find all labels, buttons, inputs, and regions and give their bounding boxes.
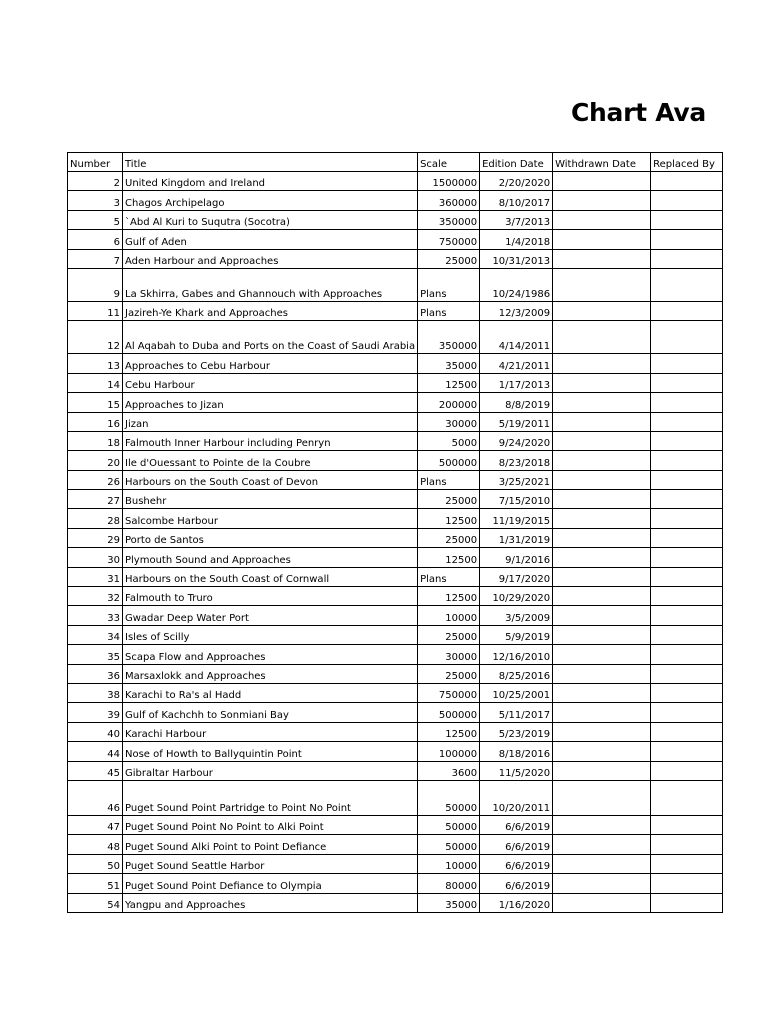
cell-scale: 35000 (418, 893, 480, 912)
table-row (68, 645, 723, 664)
cell-replaced-by (651, 761, 723, 780)
cell-title: Scapa Flow and Approaches (123, 645, 418, 664)
header-title: Title (123, 153, 418, 172)
cell-number: 44 (68, 742, 123, 761)
cell-scale: 12500 (418, 587, 480, 606)
cell-edition-date: 1/31/2019 (480, 528, 553, 547)
cell-title: Puget Sound Alki Point to Point Defiance (123, 835, 418, 854)
cell-replaced-by (651, 210, 723, 229)
cell-withdrawn-date (553, 893, 651, 912)
cell-scale: 10000 (418, 854, 480, 873)
cell-scale: 1500000 (418, 172, 480, 191)
cell-title: Chagos Archipelago (123, 191, 418, 210)
cell-scale: 500000 (418, 703, 480, 722)
cell-title: Karachi to Ra's al Hadd (123, 683, 418, 702)
table-row (68, 172, 723, 191)
cell-title: Harbours on the South Coast of Cornwall (123, 567, 418, 586)
cell-replaced-by (651, 742, 723, 761)
cell-replaced-by (651, 470, 723, 489)
cell-title: Karachi Harbour (123, 722, 418, 741)
cell-number: 34 (68, 625, 123, 644)
cell-number: 15 (68, 393, 123, 412)
cell-number: 12 (68, 321, 123, 354)
table-row (68, 373, 723, 392)
table-row (68, 210, 723, 229)
page-title: Chart Ava (571, 98, 706, 127)
cell-replaced-by (651, 683, 723, 702)
cell-scale: 750000 (418, 230, 480, 249)
cell-replaced-by (651, 625, 723, 644)
cell-number: 45 (68, 761, 123, 780)
cell-scale: 3600 (418, 761, 480, 780)
cell-title: Nose of Howth to Ballyquintin Point (123, 742, 418, 761)
cell-withdrawn-date (553, 509, 651, 528)
cell-withdrawn-date (553, 431, 651, 450)
cell-title: Approaches to Cebu Harbour (123, 354, 418, 373)
cell-replaced-by (651, 268, 723, 301)
cell-edition-date: 8/10/2017 (480, 191, 553, 210)
cell-number: 40 (68, 722, 123, 741)
cell-number: 51 (68, 874, 123, 893)
header-replaced-by: Replaced By (651, 153, 723, 172)
cell-title: Gibraltar Harbour (123, 761, 418, 780)
header-edition-date: Edition Date (480, 153, 553, 172)
cell-edition-date: 3/7/2013 (480, 210, 553, 229)
table-row (68, 301, 723, 320)
cell-scale: 360000 (418, 191, 480, 210)
cell-edition-date: 2/20/2020 (480, 172, 553, 191)
table-row (68, 854, 723, 873)
cell-number: 14 (68, 373, 123, 392)
cell-title: Ile d'Ouessant to Pointe de la Coubre (123, 451, 418, 470)
cell-edition-date: 10/25/2001 (480, 683, 553, 702)
cell-replaced-by (651, 373, 723, 392)
cell-replaced-by (651, 567, 723, 586)
cell-edition-date: 10/29/2020 (480, 587, 553, 606)
cell-edition-date: 5/11/2017 (480, 703, 553, 722)
table-body (68, 172, 723, 913)
cell-number: 32 (68, 587, 123, 606)
cell-edition-date: 6/6/2019 (480, 874, 553, 893)
cell-number: 35 (68, 645, 123, 664)
cell-scale: 12500 (418, 548, 480, 567)
table-row (68, 528, 723, 547)
cell-withdrawn-date (553, 683, 651, 702)
cell-edition-date: 10/31/2013 (480, 249, 553, 268)
cell-edition-date: 10/20/2011 (480, 780, 553, 815)
cell-edition-date: 1/4/2018 (480, 230, 553, 249)
cell-withdrawn-date (553, 548, 651, 567)
cell-replaced-by (651, 431, 723, 450)
cell-edition-date: 4/21/2011 (480, 354, 553, 373)
cell-withdrawn-date (553, 321, 651, 354)
cell-replaced-by (651, 722, 723, 741)
cell-title: Salcombe Harbour (123, 509, 418, 528)
cell-scale: 12500 (418, 509, 480, 528)
header-withdrawn-date: Withdrawn Date (553, 153, 651, 172)
table-row (68, 268, 723, 301)
cell-edition-date: 5/19/2011 (480, 412, 553, 431)
cell-number: 2 (68, 172, 123, 191)
cell-edition-date: 4/14/2011 (480, 321, 553, 354)
cell-replaced-by (651, 780, 723, 815)
cell-edition-date: 1/16/2020 (480, 893, 553, 912)
cell-withdrawn-date (553, 742, 651, 761)
cell-replaced-by (651, 645, 723, 664)
table-row (68, 703, 723, 722)
cell-scale: 30000 (418, 412, 480, 431)
table-row (68, 664, 723, 683)
cell-title: Jazireh-Ye Khark and Approaches (123, 301, 418, 320)
cell-number: 33 (68, 606, 123, 625)
table-row (68, 470, 723, 489)
cell-scale: Plans (418, 470, 480, 489)
cell-number: 3 (68, 191, 123, 210)
table-row (68, 321, 723, 354)
cell-replaced-by (651, 412, 723, 431)
cell-scale: 25000 (418, 249, 480, 268)
cell-title: Yangpu and Approaches (123, 893, 418, 912)
cell-withdrawn-date (553, 567, 651, 586)
cell-number: 46 (68, 780, 123, 815)
cell-replaced-by (651, 301, 723, 320)
cell-withdrawn-date (553, 703, 651, 722)
cell-scale: 50000 (418, 780, 480, 815)
table-row (68, 567, 723, 586)
table-row (68, 548, 723, 567)
cell-edition-date: 11/19/2015 (480, 509, 553, 528)
cell-title: La Skhirra, Gabes and Ghannouch with Approaches (123, 268, 418, 301)
cell-title: Al Aqabah to Duba and Ports on the Coast of Saudi Arabia (123, 321, 418, 354)
cell-scale: 12500 (418, 373, 480, 392)
cell-withdrawn-date (553, 373, 651, 392)
cell-title: Puget Sound Point Defiance to Olympia (123, 874, 418, 893)
cell-withdrawn-date (553, 835, 651, 854)
cell-scale: 5000 (418, 431, 480, 450)
cell-edition-date: 9/17/2020 (480, 567, 553, 586)
cell-edition-date: 5/23/2019 (480, 722, 553, 741)
cell-title: Harbours on the South Coast of Devon (123, 470, 418, 489)
cell-replaced-by (651, 854, 723, 873)
cell-title: Falmouth Inner Harbour including Penryn (123, 431, 418, 450)
cell-number: 50 (68, 854, 123, 873)
cell-scale: 25000 (418, 664, 480, 683)
table-row (68, 835, 723, 854)
cell-scale: 25000 (418, 528, 480, 547)
cell-scale: 500000 (418, 451, 480, 470)
cell-title: Plymouth Sound and Approaches (123, 548, 418, 567)
cell-withdrawn-date (553, 412, 651, 431)
cell-title: Approaches to Jizan (123, 393, 418, 412)
cell-scale: 30000 (418, 645, 480, 664)
table-row (68, 431, 723, 450)
cell-number: 20 (68, 451, 123, 470)
cell-number: 5 (68, 210, 123, 229)
cell-edition-date: 8/18/2016 (480, 742, 553, 761)
cell-title: Aden Harbour and Approaches (123, 249, 418, 268)
cell-scale: Plans (418, 301, 480, 320)
cell-replaced-by (651, 606, 723, 625)
cell-edition-date: 10/24/1986 (480, 268, 553, 301)
cell-replaced-by (651, 509, 723, 528)
table-row (68, 509, 723, 528)
cell-edition-date: 3/5/2009 (480, 606, 553, 625)
cell-number: 54 (68, 893, 123, 912)
cell-title: Gwadar Deep Water Port (123, 606, 418, 625)
cell-withdrawn-date (553, 761, 651, 780)
cell-withdrawn-date (553, 625, 651, 644)
cell-replaced-by (651, 490, 723, 509)
table-row (68, 780, 723, 815)
cell-replaced-by (651, 893, 723, 912)
cell-title: Isles of Scilly (123, 625, 418, 644)
table-row (68, 893, 723, 912)
cell-withdrawn-date (553, 393, 651, 412)
cell-title: Cebu Harbour (123, 373, 418, 392)
cell-replaced-by (651, 393, 723, 412)
cell-number: 9 (68, 268, 123, 301)
cell-replaced-by (651, 815, 723, 834)
cell-number: 13 (68, 354, 123, 373)
cell-replaced-by (651, 548, 723, 567)
cell-withdrawn-date (553, 451, 651, 470)
cell-withdrawn-date (553, 645, 651, 664)
cell-withdrawn-date (553, 268, 651, 301)
cell-replaced-by (651, 172, 723, 191)
cell-withdrawn-date (553, 354, 651, 373)
table-row (68, 230, 723, 249)
table-row (68, 683, 723, 702)
cell-title: United Kingdom and Ireland (123, 172, 418, 191)
cell-number: 6 (68, 230, 123, 249)
cell-scale: 10000 (418, 606, 480, 625)
cell-edition-date: 8/8/2019 (480, 393, 553, 412)
table-row (68, 191, 723, 210)
cell-withdrawn-date (553, 301, 651, 320)
cell-title: Falmouth to Truro (123, 587, 418, 606)
cell-edition-date: 12/3/2009 (480, 301, 553, 320)
cell-scale: 750000 (418, 683, 480, 702)
cell-replaced-by (651, 191, 723, 210)
cell-withdrawn-date (553, 815, 651, 834)
cell-number: 29 (68, 528, 123, 547)
cell-edition-date: 6/6/2019 (480, 815, 553, 834)
cell-withdrawn-date (553, 722, 651, 741)
cell-number: 39 (68, 703, 123, 722)
table-row (68, 722, 723, 741)
cell-title: `Abd Al Kuri to Suqutra (Socotra) (123, 210, 418, 229)
table-row (68, 606, 723, 625)
cell-number: 30 (68, 548, 123, 567)
cell-replaced-by (651, 451, 723, 470)
cell-scale: 50000 (418, 815, 480, 834)
cell-scale: 25000 (418, 625, 480, 644)
cell-replaced-by (651, 249, 723, 268)
cell-number: 28 (68, 509, 123, 528)
cell-edition-date: 6/6/2019 (480, 854, 553, 873)
cell-withdrawn-date (553, 172, 651, 191)
cell-withdrawn-date (553, 528, 651, 547)
cell-scale: Plans (418, 567, 480, 586)
table-header-row (68, 153, 723, 172)
cell-number: 27 (68, 490, 123, 509)
cell-replaced-by (651, 835, 723, 854)
cell-withdrawn-date (553, 490, 651, 509)
cell-replaced-by (651, 321, 723, 354)
cell-replaced-by (651, 528, 723, 547)
table-row (68, 393, 723, 412)
cell-title: Puget Sound Point No Point to Alki Point (123, 815, 418, 834)
cell-title: Porto de Santos (123, 528, 418, 547)
cell-withdrawn-date (553, 587, 651, 606)
cell-number: 38 (68, 683, 123, 702)
table-row (68, 815, 723, 834)
table-row (68, 412, 723, 431)
cell-scale: 100000 (418, 742, 480, 761)
table-row (68, 587, 723, 606)
header-scale: Scale (418, 153, 480, 172)
cell-scale: 80000 (418, 874, 480, 893)
cell-edition-date: 1/17/2013 (480, 373, 553, 392)
cell-scale: 350000 (418, 321, 480, 354)
table-row (68, 742, 723, 761)
cell-edition-date: 6/6/2019 (480, 835, 553, 854)
cell-number: 18 (68, 431, 123, 450)
cell-scale: 25000 (418, 490, 480, 509)
cell-withdrawn-date (553, 210, 651, 229)
cell-withdrawn-date (553, 854, 651, 873)
cell-scale: 350000 (418, 210, 480, 229)
table-row (68, 490, 723, 509)
header-number: Number (68, 153, 123, 172)
cell-edition-date: 3/25/2021 (480, 470, 553, 489)
cell-withdrawn-date (553, 249, 651, 268)
cell-number: 11 (68, 301, 123, 320)
cell-scale: 50000 (418, 835, 480, 854)
cell-replaced-by (651, 587, 723, 606)
cell-replaced-by (651, 874, 723, 893)
cell-title: Marsaxlokk and Approaches (123, 664, 418, 683)
cell-withdrawn-date (553, 230, 651, 249)
cell-edition-date: 5/9/2019 (480, 625, 553, 644)
cell-title: Jizan (123, 412, 418, 431)
cell-number: 36 (68, 664, 123, 683)
cell-withdrawn-date (553, 191, 651, 210)
cell-number: 7 (68, 249, 123, 268)
chart-availability-table (67, 152, 723, 913)
cell-withdrawn-date (553, 664, 651, 683)
cell-edition-date: 11/5/2020 (480, 761, 553, 780)
cell-scale: 12500 (418, 722, 480, 741)
cell-edition-date: 12/16/2010 (480, 645, 553, 664)
table-row (68, 625, 723, 644)
cell-withdrawn-date (553, 606, 651, 625)
cell-withdrawn-date (553, 874, 651, 893)
table-row (68, 874, 723, 893)
cell-edition-date: 8/23/2018 (480, 451, 553, 470)
table-row (68, 354, 723, 373)
table-row (68, 451, 723, 470)
cell-title: Bushehr (123, 490, 418, 509)
cell-number: 47 (68, 815, 123, 834)
cell-withdrawn-date (553, 780, 651, 815)
cell-scale: 35000 (418, 354, 480, 373)
cell-replaced-by (651, 230, 723, 249)
cell-number: 48 (68, 835, 123, 854)
cell-title: Puget Sound Seattle Harbor (123, 854, 418, 873)
cell-withdrawn-date (553, 470, 651, 489)
cell-title: Puget Sound Point Partridge to Point No Point (123, 780, 418, 815)
cell-title: Gulf of Kachchh to Sonmiani Bay (123, 703, 418, 722)
cell-scale: Plans (418, 268, 480, 301)
cell-replaced-by (651, 354, 723, 373)
cell-replaced-by (651, 703, 723, 722)
cell-number: 31 (68, 567, 123, 586)
cell-title: Gulf of Aden (123, 230, 418, 249)
cell-edition-date: 9/24/2020 (480, 431, 553, 450)
cell-number: 16 (68, 412, 123, 431)
table-row (68, 761, 723, 780)
cell-edition-date: 9/1/2016 (480, 548, 553, 567)
cell-scale: 200000 (418, 393, 480, 412)
table-row (68, 249, 723, 268)
cell-edition-date: 7/15/2010 (480, 490, 553, 509)
cell-replaced-by (651, 664, 723, 683)
cell-number: 26 (68, 470, 123, 489)
cell-edition-date: 8/25/2016 (480, 664, 553, 683)
